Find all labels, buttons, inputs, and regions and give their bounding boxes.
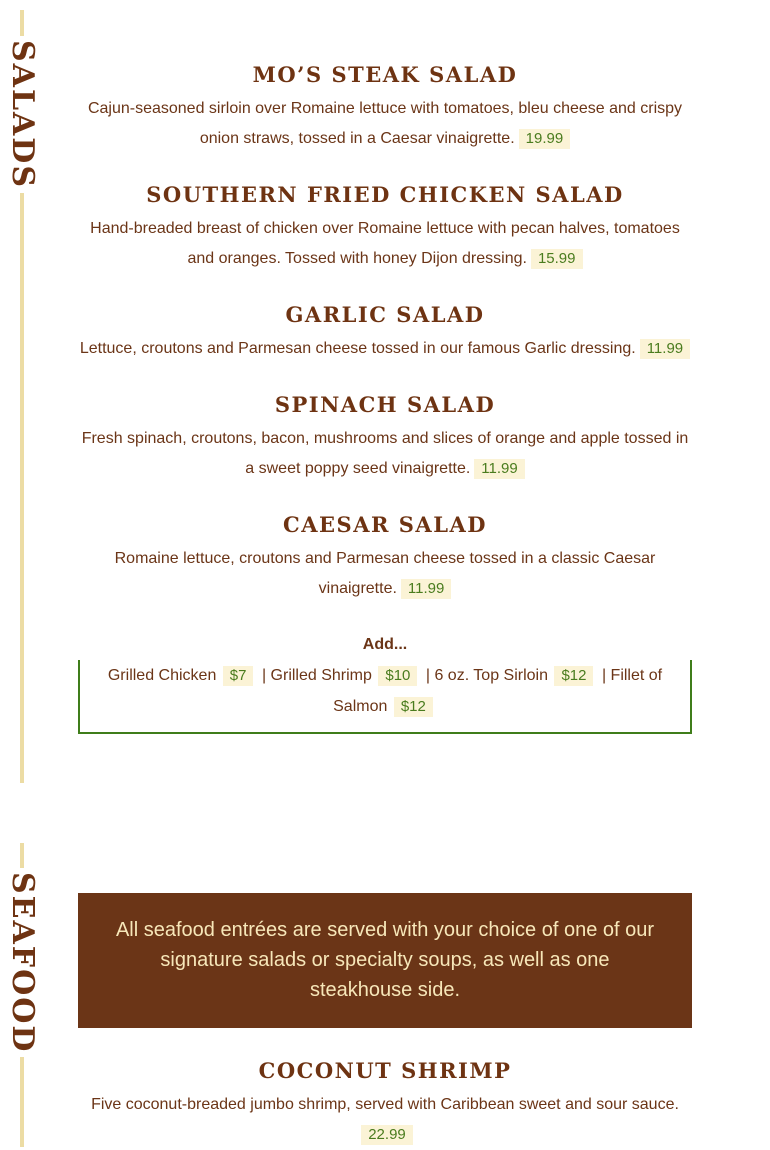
- menu-item-price: 11.99: [640, 339, 690, 359]
- menu-item-description: [78, 544, 692, 604]
- addon-name: Fillet of Salmon: [333, 667, 663, 715]
- menu-item-description-text: Hand-breaded breast of chicken over Romaine lettuce with pecan halves, tomatoes and oranges. Tossed with honey Dijon dressing.: [90, 220, 680, 267]
- menu-item-title: CAESAR SALAD: [283, 512, 487, 537]
- menu-item: [78, 300, 692, 364]
- menu-item-description: [78, 424, 692, 484]
- menu-item-description: [78, 214, 692, 274]
- addon-price: $10: [378, 666, 417, 686]
- menu-item-description-text: Lettuce, croutons and Parmesan cheese tossed in our famous Garlic dressing.: [79, 340, 636, 357]
- salads-section: [78, 60, 692, 734]
- menu-item: [78, 390, 692, 484]
- menu-item: [78, 60, 692, 154]
- menu-item-title: SOUTHERN FRIED CHICKEN SALAD: [146, 182, 624, 207]
- addon-name: Grilled Shrimp: [270, 667, 372, 684]
- menu-item-title: COCONUT SHRIMP: [258, 1058, 512, 1083]
- menu-item-price: 11.99: [474, 459, 524, 479]
- seafood-section-label: SEAFOOD: [2, 868, 42, 1057]
- menu-item: [78, 510, 692, 604]
- menu-item-description: [78, 334, 692, 364]
- menu-item: [78, 180, 692, 274]
- addon-name: Grilled Chicken: [107, 667, 217, 684]
- addon-name: 6 oz. Top Sirloin: [434, 667, 548, 684]
- seafood-section: [78, 893, 692, 1150]
- addon-price: $7: [223, 666, 254, 686]
- addon-price: $12: [554, 666, 593, 686]
- addon-separator: |: [425, 667, 430, 684]
- menu-item: [78, 1056, 692, 1150]
- menu-item-description-text: Fresh spinach, croutons, bacon, mushrooms and slices of orange and apple tossed in a sweet poppy seed vinaigrette.: [81, 430, 689, 477]
- menu-item-description-text: Cajun-seasoned sirloin over Romaine lettuce with tomatoes, bleu cheese and crispy onion straws, tossed in a Caesar vinaigrette.: [87, 100, 683, 147]
- menu-item-price: 11.99: [401, 579, 451, 599]
- addon-separator: |: [261, 667, 267, 684]
- seafood-banner: All seafood entrées are served with your choice of one of our signature salads or specialty soups, as well as one steakhouse side.: [78, 893, 692, 1028]
- menu-item-price: 19.99: [519, 129, 571, 149]
- menu-item-title: SPINACH SALAD: [274, 392, 496, 417]
- menu-item-title: GARLIC SALAD: [285, 302, 485, 327]
- menu-item-description-text: Romaine lettuce, croutons and Parmesan cheese tossed in a classic Caesar vinaigrette.: [114, 550, 656, 597]
- addon-separator: |: [601, 667, 607, 684]
- menu-item-description: [78, 94, 692, 154]
- addon-price: $12: [394, 697, 433, 717]
- menu-item-price: 22.99: [361, 1125, 413, 1145]
- menu-item-price: 15.99: [531, 249, 583, 269]
- menu-item-title: MO’S STEAK SALAD: [252, 62, 518, 87]
- addons-title: Add...: [362, 636, 408, 653]
- addons-box: [78, 660, 692, 734]
- addons-block: [78, 630, 692, 734]
- menu-item-description-text: Five coconut-breaded jumbo shrimp, served with Caribbean sweet and sour sauce.: [91, 1096, 679, 1113]
- salads-section-label: SALADS: [2, 36, 42, 193]
- menu-item-description: [78, 1090, 692, 1150]
